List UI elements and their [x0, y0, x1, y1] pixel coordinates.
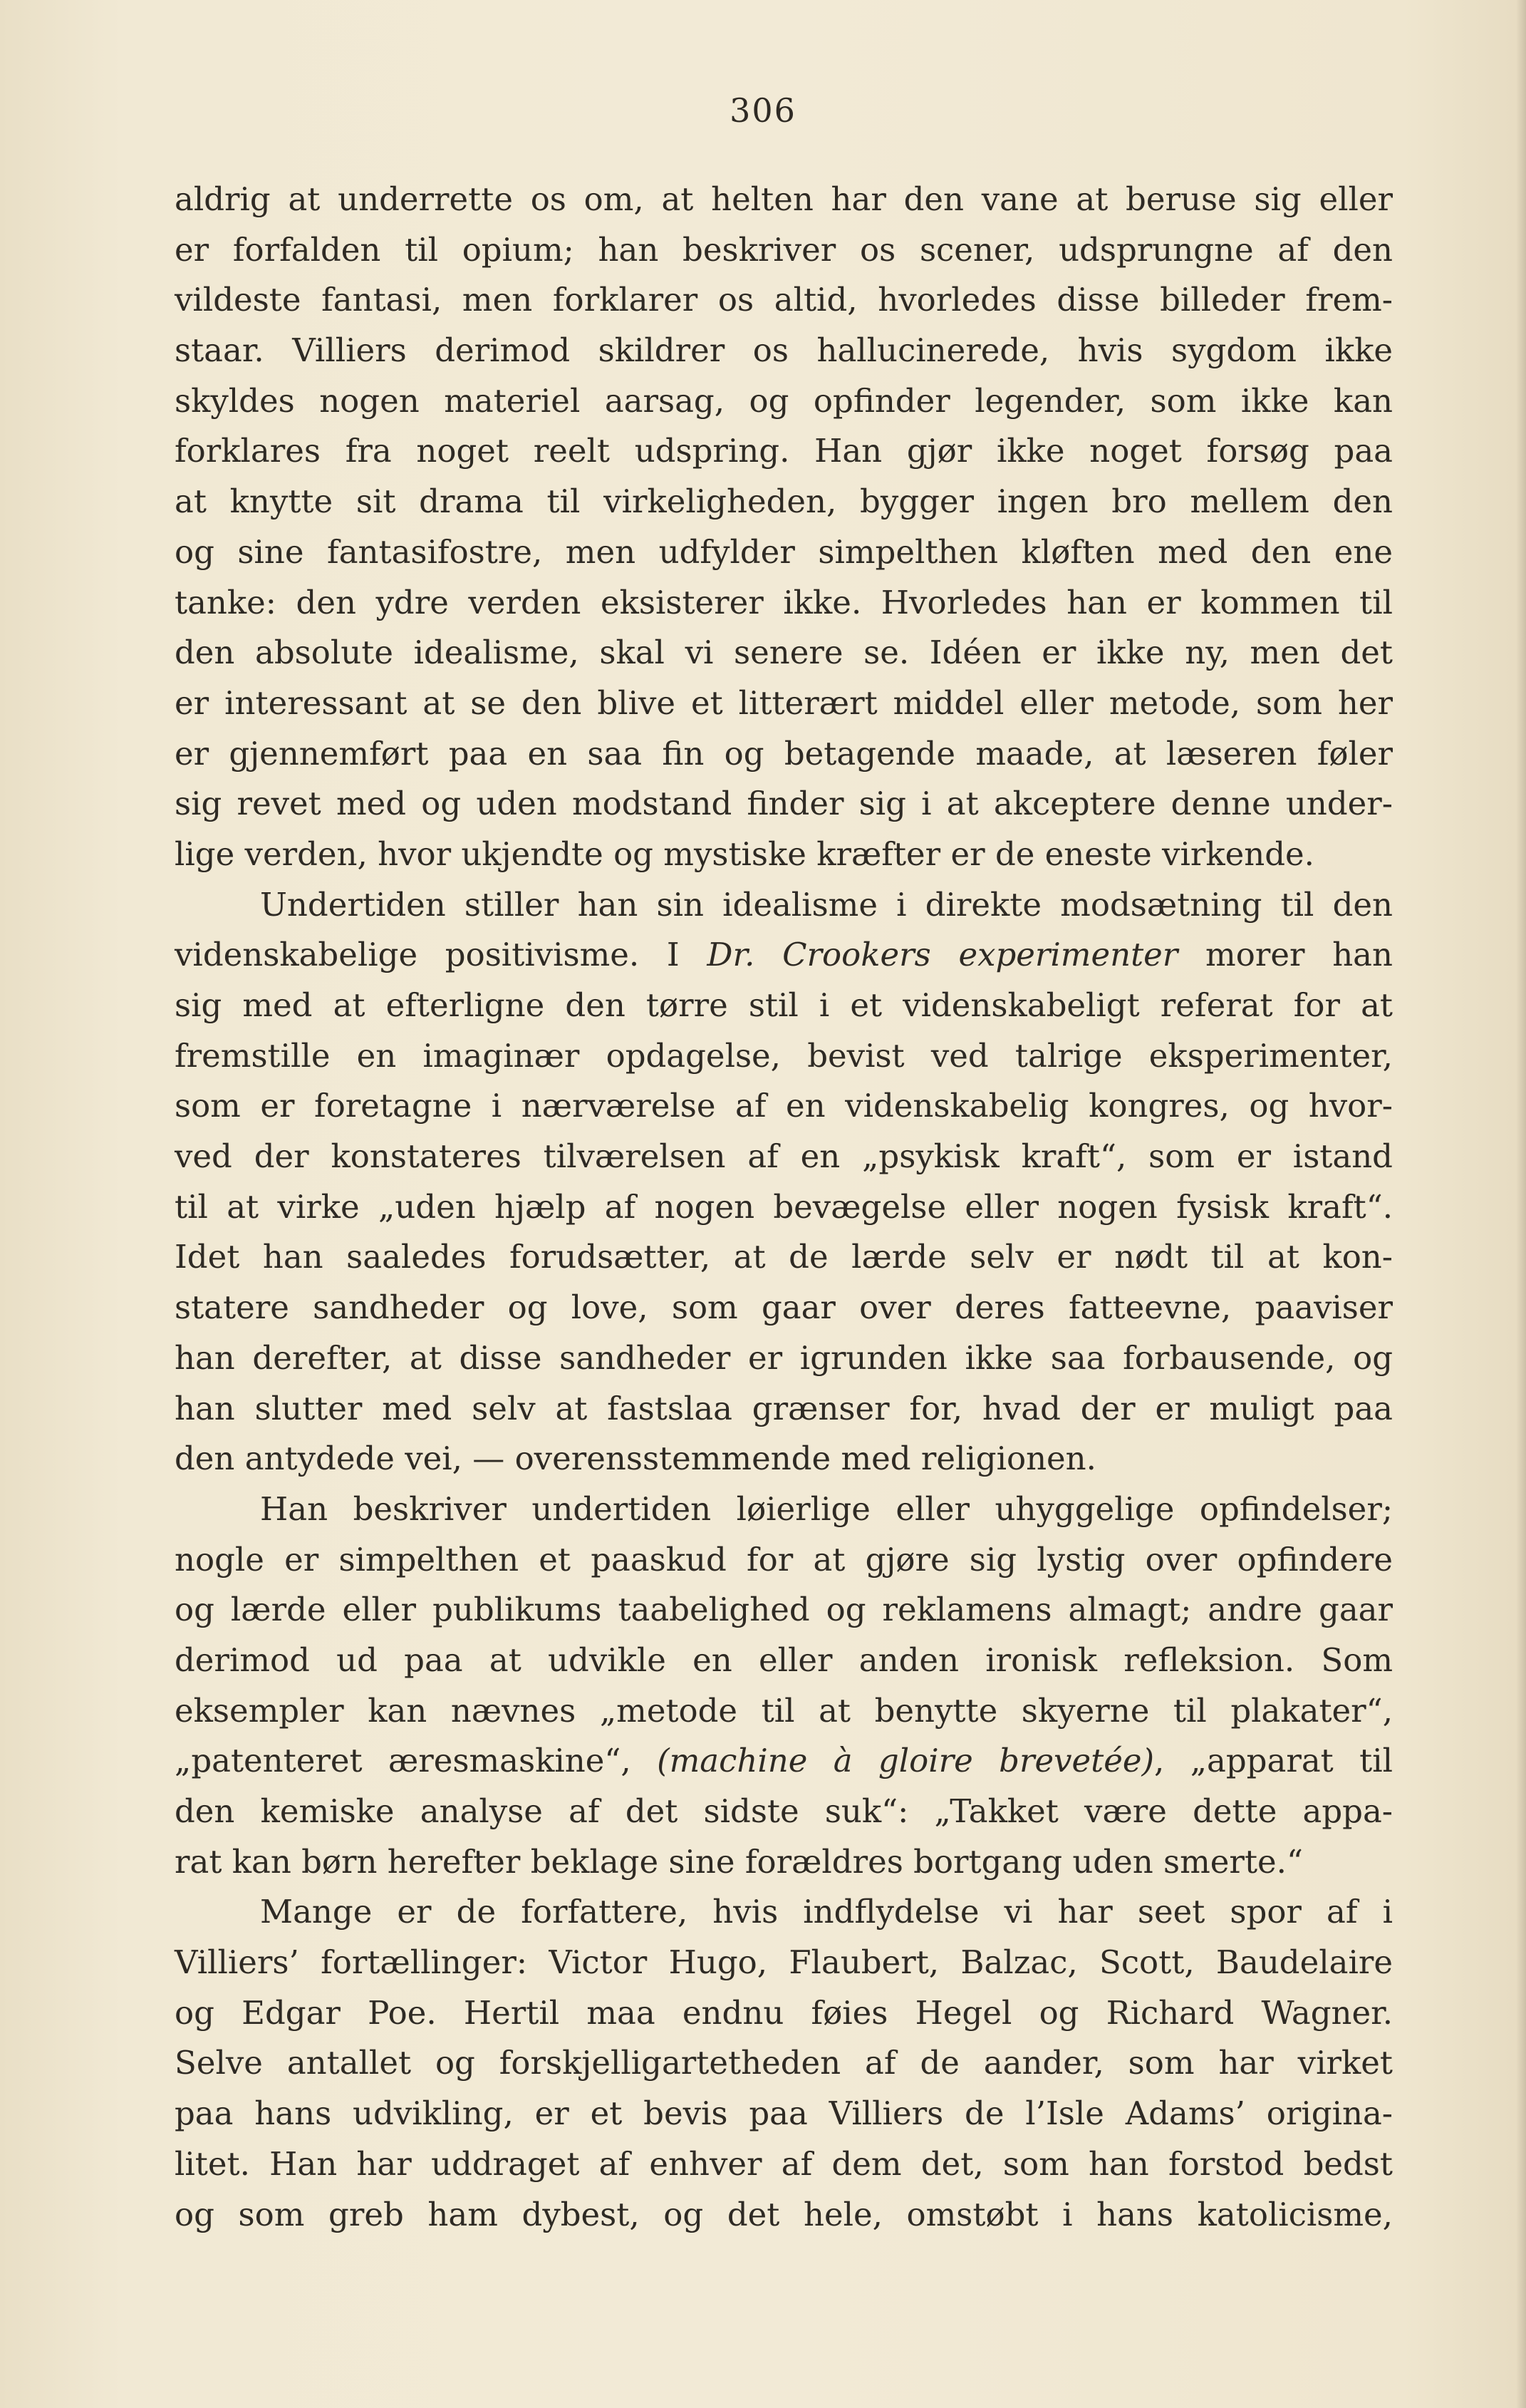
text-line-39: paa hans udvikling, er et bevis paa Villiers de l’Isle Adams’ origina-: [175, 2094, 1393, 2133]
text-line-32: „patenteret æresmaskine“, (machine à gloire brevetée), „apparat til: [175, 1742, 1393, 1780]
text-line-37: og Edgar Poe. Hertil maa endnu føies Hegel og Richard Wagner.: [175, 1993, 1393, 2032]
text-line-8: og sine fantasifostre, men udfylder simpelthen kløften med den ene: [175, 532, 1393, 571]
text-line-34: rat kan børn herefter beklage sine forældres bortgang uden smerte.“: [175, 1842, 1303, 1881]
text-line-25: han slutter med selv at fastslaa grænser for, hvad der er muligt paa: [175, 1389, 1393, 1427]
text-line-29: og lærde eller publikums taabelighed og reklamens almagt; andre gaar: [175, 1591, 1393, 1629]
text-line-36: Villiers’ fortællinger: Victor Hugo, Flaubert, Balzac, Scott, Baudelaire: [175, 1943, 1393, 1982]
text-line-38: Selve antallet og forskjelligartetheden af de aander, som har virket: [175, 2044, 1393, 2082]
text-line-24: han derefter, at disse sandheder er igrunden ikke saa forbausende, og: [175, 1338, 1393, 1377]
text-line-16: videnskabelige positivisme. I Dr. Crookers experimenter morer han: [175, 936, 1393, 974]
text-line-22: Idet han saaledes forudsætter, at de lærde selv er nødt til at kon-: [175, 1238, 1393, 1276]
text-line-17: sig med at efterligne den tørre stil i et videnskabeligt referat for at: [175, 986, 1393, 1024]
text-line-35: Mange er de forfattere, hvis indflydelse vi har seet spor af i: [260, 1893, 1393, 1931]
text-line-5: skyldes nogen materiel aarsag, og opfinder legender, som ikke kan: [175, 381, 1393, 420]
text-line-6: forklares fra noget reelt udspring. Han gjør ikke noget forsøg paa: [175, 432, 1393, 470]
text-line-26: den antydede vei, — overensstemmende med religionen.: [175, 1440, 1096, 1478]
text-line-23: statere sandheder og love, som gaar over deres fatteevne, paaviser: [175, 1288, 1393, 1327]
text-line-15: Undertiden stiller han sin idealisme i direkte modsætning til den: [260, 885, 1393, 924]
text-line-12: er gjennemført paa en saa fin og betagende maade, at læseren føler: [175, 734, 1393, 772]
page-number: 306: [730, 91, 796, 130]
text-line-2: er forfalden til opium; han beskriver os scener, udsprungne af den: [175, 230, 1393, 269]
text-line-40: litet. Han har uddraget af enhver af dem det, som han forstod bedst: [175, 2144, 1393, 2183]
text-line-30: derimod ud paa at udvikle en eller anden ironisk refleksion. Som: [175, 1640, 1393, 1679]
text-line-9: tanke: den ydre verden eksisterer ikke. Hvorledes han er kommen til: [175, 583, 1393, 621]
text-line-1: aldrig at underrette os om, at helten har den vane at beruse sig eller: [175, 180, 1393, 218]
text-line-41: og som greb ham dybest, og det hele, omstøbt i hans katolicisme,: [175, 2195, 1393, 2233]
text-line-14: lige verden, hvor ukjendte og mystiske kræfter er de eneste virkende.: [175, 834, 1314, 873]
text-line-28: nogle er simpelthen et paaskud for at gjøre sig lystig over opfindere: [175, 1540, 1393, 1578]
text-line-21: til at virke „uden hjælp af nogen bevægelse eller nogen fysisk kraft“.: [175, 1187, 1393, 1226]
text-line-3: vildeste fantasi, men forklarer os altid, hvorledes disse billeder frem-: [175, 281, 1393, 319]
text-line-7: at knytte sit drama til virkeligheden, bygger ingen bro mellem den: [175, 482, 1393, 521]
text-line-18: fremstille en imaginær opdagelse, bevist ved talrige eksperimenter,: [175, 1036, 1393, 1075]
body-text: [175, 175, 1393, 2240]
page-edge-shadow: [1516, 0, 1526, 2408]
text-line-11: er interessant at se den blive et litterært middel eller metode, som her: [175, 683, 1393, 722]
italic-phrase: (machine à gloire brevetée): [657, 1742, 1155, 1780]
italic-title: Dr. Crookers experimenter: [707, 936, 1178, 974]
text-line-19: som er foretagne i nærværelse af en videnskabelig kongres, og hvor-: [175, 1087, 1393, 1125]
text-line-33: den kemiske analyse af det sidste suk“: „Takket være dette appa-: [175, 1792, 1393, 1830]
text-line-13: sig revet med og uden modstand finder sig i at akceptere denne under-: [175, 785, 1393, 823]
text-line-20: ved der konstateres tilværelsen af en „psykisk kraft“, som er istand: [175, 1137, 1393, 1176]
text-line-31: eksempler kan nævnes „metode til at benytte skyerne til plakater“,: [175, 1691, 1393, 1730]
text-line-4: staar. Villiers derimod skildrer os hallucinerede, hvis sygdom ikke: [175, 331, 1393, 370]
text-line-27: Han beskriver undertiden løierlige eller uhyggelige opfindelser;: [260, 1489, 1393, 1528]
text-line-10: den absolute idealisme, skal vi senere se. Idéen er ikke ny, men det: [175, 634, 1393, 672]
